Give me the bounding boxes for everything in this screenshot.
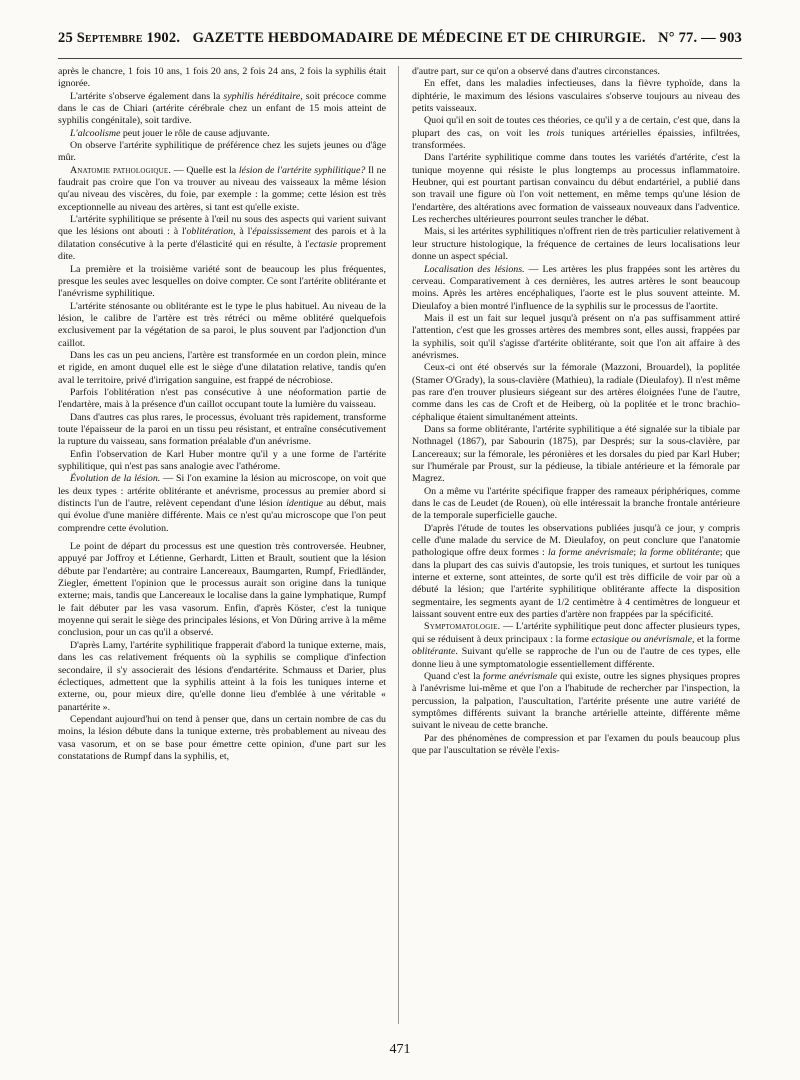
running-header [58, 30, 742, 59]
paragraph: L'artérite syphilitique se présente à l'œil nu sous des aspects qui varient suivant que les lésions ont abouti : à l'oblitération, à l'épaississement des parois et à la dilatation consécutive à la perte d'élasticité qui en résulte, à l'ectasie proprement dite. [58, 214, 386, 263]
paragraph: En effet, dans les maladies infectieuses, dans la fièvre typhoïde, dans la diphtérie, le maximum des lésions vasculaires s'observe toujours au niveau des petits vaisseaux. [412, 78, 740, 115]
header-issue: N° 77. — 903 [658, 30, 742, 46]
paragraph: Dans d'autres cas plus rares, le processus, évoluant très rapidement, transforme toute l'épaisseur de la paroi en un tissu peu résistant, et entraîne consécutivement la rupture du vaisseau, sans formation préalable d'un anévrisme. [58, 411, 386, 448]
paragraph: L'artérite sténosante ou oblitérante est le type le plus habituel. Au niveau de la lésion, le calibre de l'artère est très rétréci ou même oblitéré quelquefois exclusivement par la végétation de sa paroi, le plus souvent par l'adjonction d'un caillot. [58, 300, 386, 349]
section-heading: Symptomatologie. [424, 621, 501, 633]
paragraph: On observe l'artérite syphilitique de préférence chez les sujets jeunes ou d'âge mûr. [58, 140, 386, 164]
paragraph: Le point de départ du processus est une question très controversée. Heubner, appuyé par Joffroy et Létienne, Gerhardt, Litten et Brault, soutient que la lésion débute par l'endartère; au contraire Lancereaux, Baumgarten, Rumpf, Friedländer, Ziegler, émettent l'opinion que le processus aurait son origine dans la tunique externe; mais, tandis que Lancereaux le localise dans la gaine lymphatique, Rumpf le fait débuter par les vasa vasorum. Enfin, d'après Köster, c'est la tunique moyenne qui serait le siège des principales lésions, et Von Düring arrive à la même conclusion, pour un cas qu'il a observé. [58, 541, 386, 639]
section-heading: Évolution de la lésion. [70, 473, 161, 485]
paragraph: L'alcoolisme peut jouer le rôle de cause adjuvante. [70, 127, 270, 139]
section-symptomatologie: Symptomatologie. — L'artérite syphilitique peut donc affecter plusieurs types, qui se réduisent à deux principaux : la forme ectasique ou anévrismale, et la forme oblitérante. Suivant qu'elle se rapproche de l'un ou de l'autre de ces types, elle donne lieu à une symptomatologie essentiellement différente. [412, 621, 740, 670]
paragraph: L'artérite s'observe également dans la syphilis héréditaire, soit précoce comme dans le cas de Chiari (artérite cérébrale chez un enfant de 15 mois atteint de syphilis congénitale), soit tardive. [58, 90, 386, 127]
section-anatomie: Anatomie pathologique. — Quelle est la lésion de l'artérite syphilitique? Il ne faudrait pas croire que l'on va trouver au niveau des vaisseaux la même lésion qu'au niveau des viscères, du foie, par exemple : la gomme; cette lésion est très exceptionnelle au niveau des artères, si tant est qu'elle existe. [58, 164, 386, 213]
header-date: 25 Septembre 1902. [58, 30, 181, 46]
section-heading: Anatomie pathologique. [70, 164, 172, 176]
paragraph: Par des phénomènes de compression et par l'examen du pouls beaucoup plus que par l'auscultation se révèle l'exis- [412, 732, 740, 756]
paragraph: Mais il est un fait sur lequel jusqu'à présent on n'a pas suffisamment attiré l'attention, c'est que les grosses artères des membres sont, elles aussi, frappées par la syphilis, soit qu'il s'agisse d'artérite oblitérante, soit que l'on ait affaire à des anévrismes. [412, 312, 740, 361]
column-divider [398, 66, 399, 1024]
page-number: 471 [389, 1042, 411, 1057]
paragraph: Mais, si les artérites syphilitiques n'offrent rien de très particulier relativement à leur structure histologique, la fréquence de certaines de leurs localisations leur donne un aspect spécial. [412, 226, 740, 263]
paragraph: Ceux-ci ont été observés sur la fémorale (Mazzoni, Brouardel), la poplitée (Stamer O'Grady), la sous-clavière (Mathieu), la radiale (Dieulafoy). Il n'est même pas rare d'en trouver plusieurs siégeant sur des artères éloignées l'une de l'autre, comme dans les cas de Croft et de Heiberg, où la poplitée et le tronc brachio-céphalique étaient simultanément atteints. [412, 362, 740, 423]
section-evolution: Évolution de la lésion. — Si l'on examine la lésion au microscope, on voit que les deux types : artérite oblitérante et anévrisme, processus au premier abord si distincts l'un de l'autre, relèvent cependant d'une lésion identique au début, mais qui évolue d'une manière différente. Mais ce n'est qu'au microscope que l'on peut comprendre cette évolution. [58, 473, 386, 534]
paragraph: D'après l'étude de toutes les observations publiées jusqu'à ce jour, y compris celle d'une malade du service de M. Dieulafoy, on peut conclure que l'anatomie pathologique offre deux formes : la forme anévrismale; la forme oblitérante; que dans la plupart des cas suivis d'autopsie, les trois tuniques, et surtout les tuniques interne et externe, sont atteintes, de sorte qu'il est très difficile de voir par où a débuté la lésion; que l'artérite syphilitique oblitérante affecte la disposition segmentaire, les segments ayant de 1/2 centimètre à 4 centimètres de longueur et laissant souvent entre eux des parties d'artère non frappées par la spécificité. [412, 522, 740, 621]
paragraph: Quoi qu'il en soit de toutes ces théories, ce qu'il y a de certain, c'est que, dans la plupart des cas, on voit les trois tuniques artérielles épaissies, infiltrées, transformées. [412, 115, 740, 152]
paragraph: Quand c'est la forme anévrismale qui existe, outre les signes physiques propres à l'anévrisme lui-même et que l'on a l'habitude de rechercher par l'inspection, la percussion, la palpation, l'auscultation, l'artérite présente une autre variété de symptômes différents suivant la branche artérielle atteinte, différente même suivant le niveau de cette branche. [412, 670, 740, 732]
section-heading: Localisation des lésions. [424, 263, 525, 275]
paragraph: La première et la troisième variété sont de beaucoup les plus fréquentes, presque les seules avec lesquelles on doive compter. Ce sont l'artérite oblitérante et l'anévrisme syphilitique. [58, 263, 386, 300]
left-column [58, 66, 386, 1036]
paragraph: On a même vu l'artérite spécifique frapper des rameaux périphériques, comme dans le cas de Leudet (de Rouen), où elle intéressait la branche frontale antérieure de la temporale superficielle gauche. [412, 485, 740, 522]
section-localisation: Localisation des lésions. — Les artères les plus frappées sont les artères du cerveau. Comparativement à ces dernières, les autres artères le sont beaucoup moins. Après les artères encéphaliques, l'aorte est le plus souvent atteinte. M. Dieulafoy a bien montré l'influence de la syphilis sur le processus de l'aortite. [412, 263, 740, 312]
paragraph: Cependant aujourd'hui on tend à penser que, dans un certain nombre de cas du moins, la lésion débute dans la tunique externe, très probablement au niveau des vasa vasorum, et on se base pour émettre cette opinion, d'une part sur les constatations de Rumpf dans la syphilis, et, [58, 713, 386, 762]
paragraph: Parfois l'oblitération n'est pas consécutive à une néoformation partie de l'endartère, mais à la présence d'un caillot occupant toute la lumière du vaisseau. [58, 386, 386, 411]
paragraph: après le chancre, 1 fois 10 ans, 1 fois 20 ans, 2 fois 24 ans, 2 fois la syphilis était ignorée. [58, 66, 386, 90]
paragraph: Dans les cas un peu anciens, l'artère est transformée en un cordon plein, mince et rigide, en amont duquel elle est le siège d'une dilatation relative, tandis qu'en aval le territoire, privé d'irrigation sanguine, est frappé de nécrobiose. [58, 349, 386, 386]
header-title: GAZETTE HEBDOMADAIRE DE MÉDECINE ET DE CHIRURGIE. [192, 30, 646, 46]
paragraph: Dans sa forme oblitérante, l'artérite syphilitique a été signalée sur la tibiale par Nothnagel (1867), par Sabourin (1875), par Després; sur la sous-clavière, par Lancereaux; sur la fémorale, les péronières et les dorsales du pied par Karl Huber; sur l'humérale par Proust, sur la pédieuse, la tibiale antérieure et la fémorale par Magrez. [412, 423, 740, 485]
paragraph: Enfin l'observation de Karl Huber montre qu'il y a une forme de l'artérite syphilitique, qui n'est pas sans analogie avec l'athérome. [58, 448, 386, 472]
paragraph: d'autre part, sur ce qu'on a observé dans d'autres circonstances. [412, 66, 661, 77]
right-column [412, 66, 740, 1036]
paragraph: Dans l'artérite syphilitique comme dans toutes les variétés d'artérite, c'est la tunique moyenne qui résiste le plus longtemps au processus inflammatoire. Heubner, qui est pourtant partisan convaincu du début endartériel, a publié dans son travail une figure où l'on voit nettement, en même temps qu'une lésion de l'endartère, des altérations avec formation de vaisseaux nouveaux dans l'adventice. Les recherches ultérieures pourront seules trancher le débat. [412, 152, 740, 226]
paragraph: D'après Lamy, l'artérite syphilitique frapperait d'abord la tunique externe, mais, dans les cas relativement fréquents où la syphilis se complique d'infection secondaire, il s'y associerait des lésions d'endartérite. Schmauss et Darier, plus éclectiques, admettent que la syphilis atteint à la fois les tuniques interne et externe, ou, pour mieux dire, qu'elle donne lieu d'emblée à une véritable « panartérite ». [58, 639, 386, 713]
